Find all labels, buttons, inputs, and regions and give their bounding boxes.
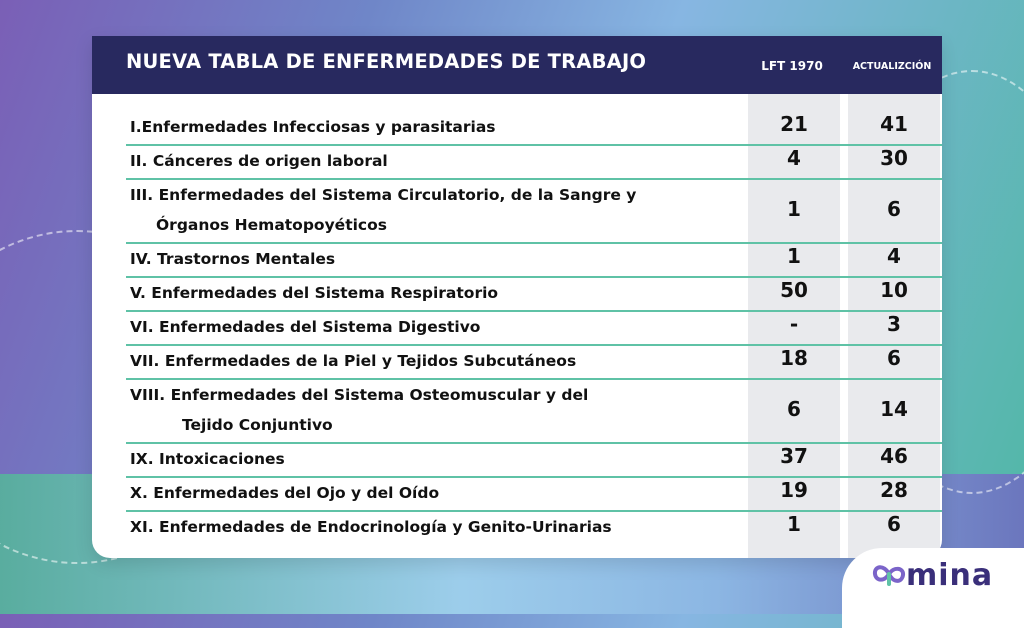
disease-category-label xyxy=(130,180,740,240)
actualizacion-value: 10 xyxy=(880,278,908,302)
disease-category-label xyxy=(130,278,740,309)
table-row xyxy=(126,512,942,544)
disease-category-label xyxy=(130,444,740,475)
lft-1970-value: 1 xyxy=(787,244,801,268)
lft-1970-value: 6 xyxy=(787,397,801,421)
heart-infinity-icon xyxy=(872,562,906,588)
disease-category-label xyxy=(130,244,740,275)
table-row xyxy=(126,278,942,312)
disease-category-line: X. Enfermedades del Ojo y del Oído xyxy=(130,484,440,502)
table-body xyxy=(126,112,942,544)
lft-1970-value: 19 xyxy=(780,478,808,502)
actualizacion-value: 30 xyxy=(880,146,908,170)
disease-category-line: II. Cánceres de origen laboral xyxy=(130,152,388,170)
disease-category-label xyxy=(130,478,740,509)
actualizacion-value: 3 xyxy=(887,312,901,336)
lft-1970-value: 1 xyxy=(787,512,801,536)
logo-text: mina xyxy=(906,558,994,593)
lft-1970-value: 1 xyxy=(787,197,801,221)
disease-category-line: VII. Enfermedades de la Piel y Tejidos Subcutáneos xyxy=(130,352,577,370)
table-row xyxy=(126,380,942,444)
lft-1970-value: 4 xyxy=(787,146,801,170)
table-title: NUEVA TABLA DE ENFERMEDADES DE TRABAJO xyxy=(126,50,647,73)
mina-logo xyxy=(842,548,1024,628)
column-header-actualizacion: ACTUALIZCIÓN xyxy=(852,61,932,72)
disease-category-line: IV. Trastornos Mentales xyxy=(130,250,336,268)
actualizacion-value: 46 xyxy=(880,444,908,468)
table-row xyxy=(126,180,942,244)
lft-1970-value: 21 xyxy=(780,112,808,136)
table-row xyxy=(126,112,942,146)
table-row xyxy=(126,312,942,346)
lft-1970-value: 18 xyxy=(780,346,808,370)
disease-category-line: III. Enfermedades del Sistema Circulatorio, de la Sangre y xyxy=(130,186,637,204)
disease-category-line: V. Enfermedades del Sistema Respiratorio xyxy=(130,284,499,302)
disease-category-label xyxy=(130,312,740,343)
disease-table-card xyxy=(92,36,942,558)
disease-category-label xyxy=(130,146,740,177)
actualizacion-value: 4 xyxy=(887,244,901,268)
actualizacion-value: 28 xyxy=(880,478,908,502)
table-row xyxy=(126,146,942,180)
disease-category-line: I.Enfermedades Infecciosas y parasitarias xyxy=(130,118,496,136)
actualizacion-value: 6 xyxy=(887,197,901,221)
table-row xyxy=(126,244,942,278)
disease-category-label xyxy=(130,112,740,143)
table-row xyxy=(126,478,942,512)
lft-1970-value: 50 xyxy=(780,278,808,302)
disease-category-label xyxy=(130,380,740,440)
actualizacion-value: 14 xyxy=(880,397,908,421)
actualizacion-value: 6 xyxy=(887,512,901,536)
lft-1970-value: 37 xyxy=(780,444,808,468)
disease-category-label xyxy=(130,346,740,377)
disease-category-line: IX. Intoxicaciones xyxy=(130,450,285,468)
table-row xyxy=(126,444,942,478)
disease-category-line: VIII. Enfermedades del Sistema Osteomuscular y del xyxy=(130,386,589,404)
table-header xyxy=(92,36,942,94)
lft-1970-value: - xyxy=(789,312,799,336)
disease-category-line: XI. Enfermedades de Endocrinología y Genito-Urinarias xyxy=(130,518,612,536)
table-row xyxy=(126,346,942,380)
actualizacion-value: 6 xyxy=(887,346,901,370)
actualizacion-value: 41 xyxy=(880,112,908,136)
disease-category-label xyxy=(130,512,740,543)
disease-category-line: Tejido Conjuntivo xyxy=(182,416,333,434)
column-header-lft-1970: LFT 1970 xyxy=(761,59,823,73)
disease-category-line: Órganos Hematopoyéticos xyxy=(156,216,387,234)
disease-category-line: VI. Enfermedades del Sistema Digestivo xyxy=(130,318,481,336)
